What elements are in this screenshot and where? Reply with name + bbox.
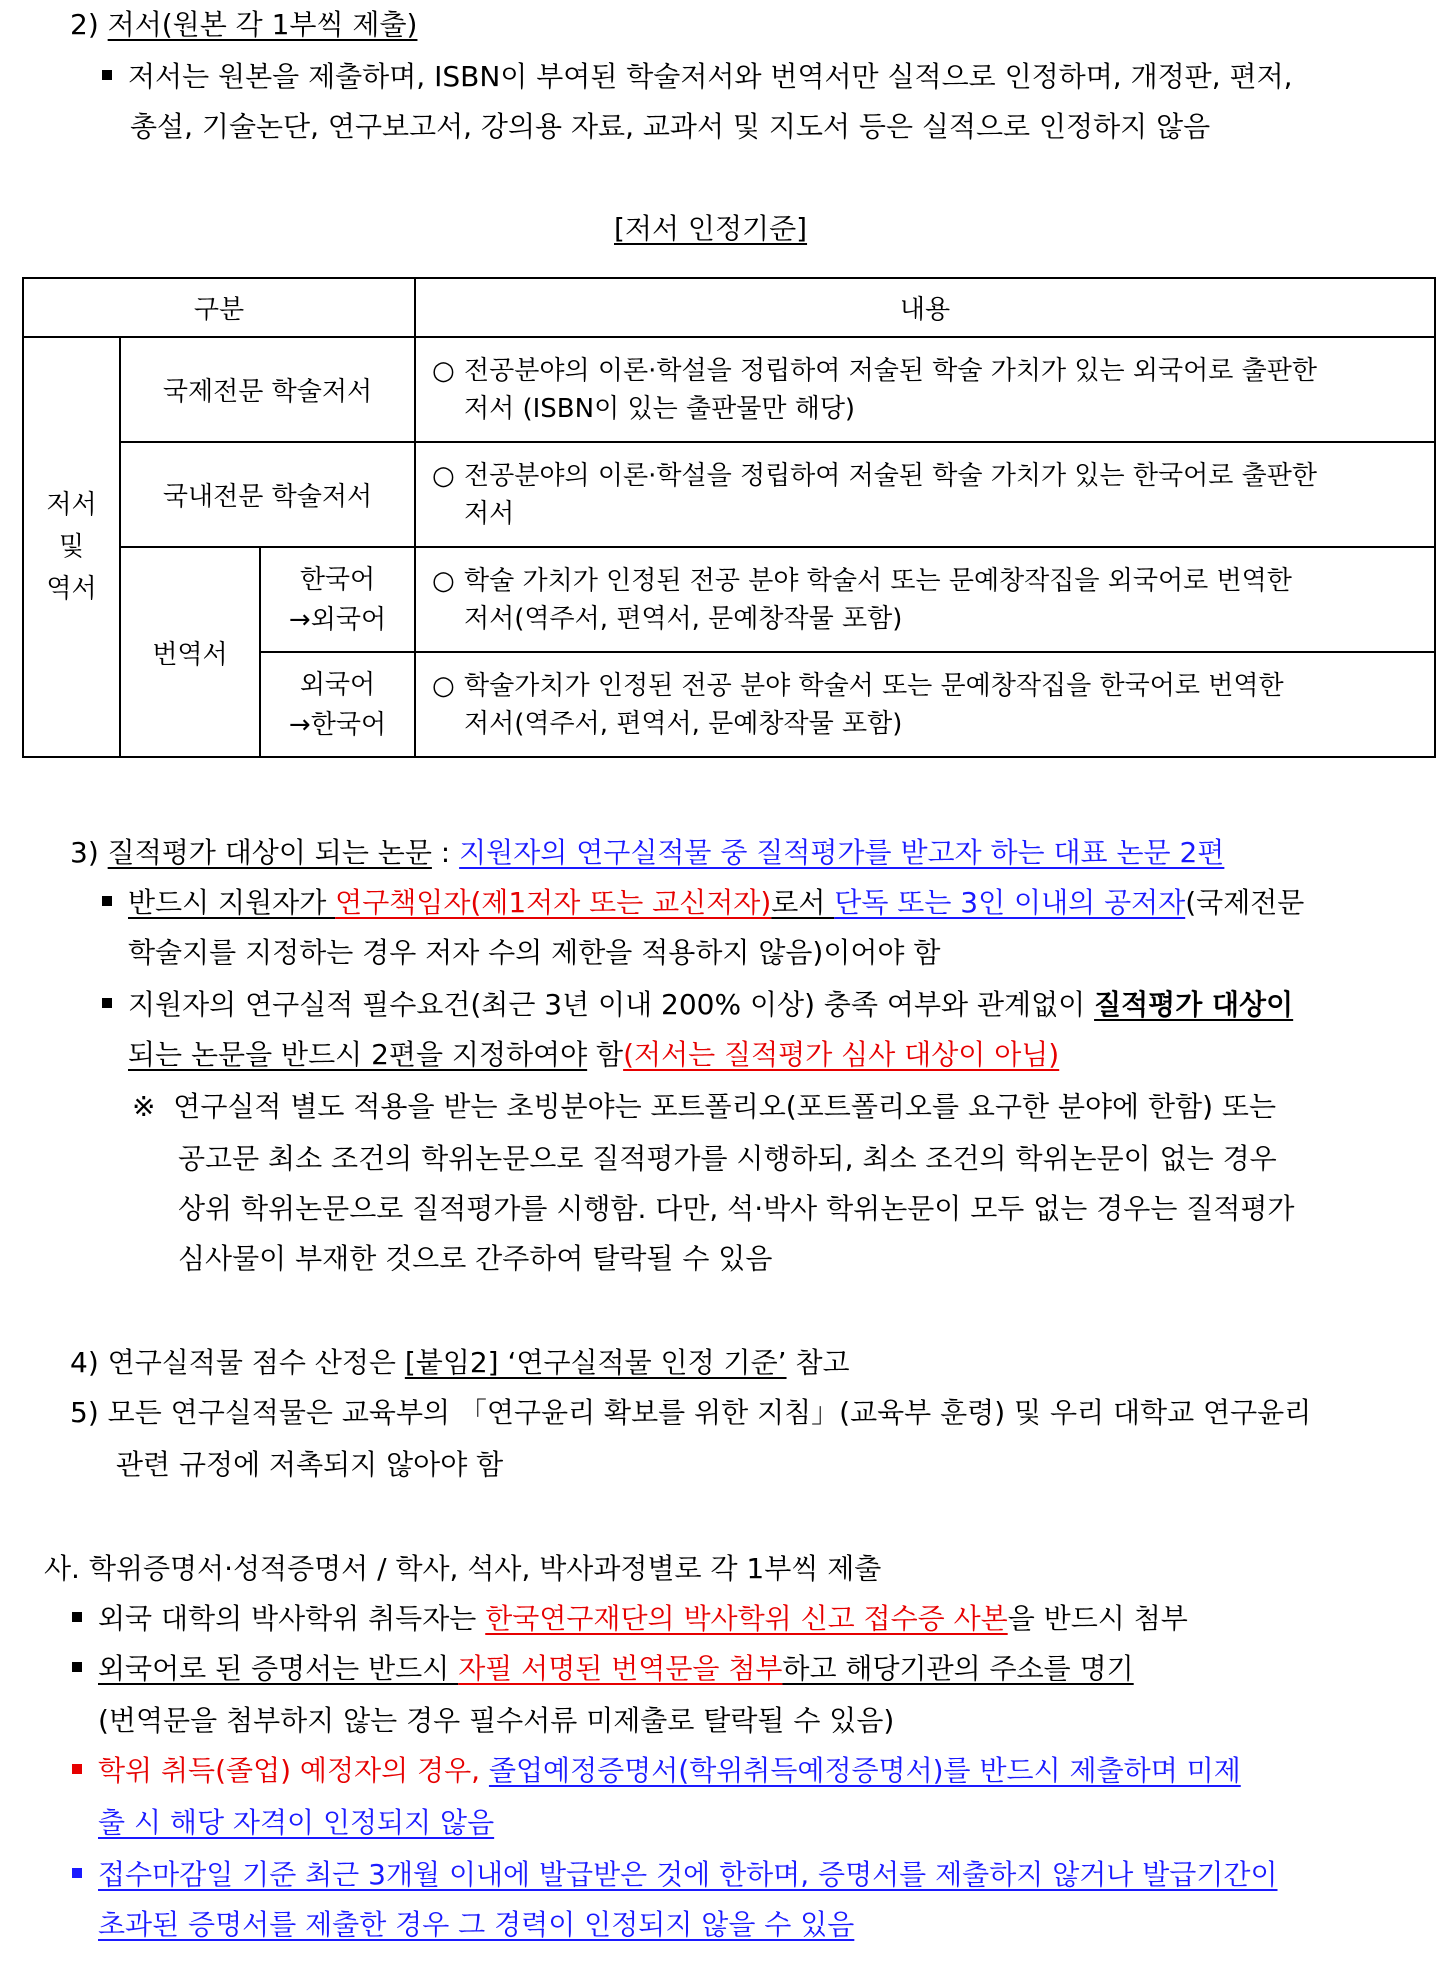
sec3-heading: 3) 질적평가 대상이 되는 논문 : 지원자의 연구실적물 중 질적평가를 받고자 하는 대표 논문 2편 — [70, 836, 1225, 869]
sec-sa-bullet2: 외국어로 된 증명서는 반드시 자필 서명된 번역문을 첨부하고 해당기관의 주소를 명기 — [72, 1650, 1134, 1688]
sec-sa-title: 사. 학위증명서·성적증명서 / 학사, 석사, 박사과정별로 각 1부씩 제출 — [44, 1552, 882, 1585]
row-category: 국제전문 학술저서 — [120, 337, 415, 442]
group-label: 저서 및 역서 — [23, 337, 120, 757]
table-row — [23, 442, 1435, 547]
header-content: 내용 — [415, 278, 1435, 337]
sec3-title: 질적평가 대상이 되는 논문 — [107, 836, 432, 869]
sec-sa-bullet3-line2: 출 시 해당 자격이 인정되지 않음 — [98, 1806, 495, 1839]
row-content: ○ 학술가치가 인정된 전공 분야 학술서 또는 문예창작집을 한국어로 번역한 저서(역주서, 편역서, 문예창작물 포함) — [415, 652, 1435, 757]
table-row — [23, 337, 1435, 442]
row-content: ○ 전공분야의 이론·학설을 정립하여 저술된 학술 가치가 있는 한국어로 출판한 저서 — [415, 442, 1435, 547]
bullet-icon — [102, 70, 112, 80]
sec-sa-bullet2-line2: (번역문을 첨부하지 않는 경우 필수서류 미제출로 탈락될 수 있음) — [98, 1704, 895, 1737]
sec-sa-bullet3: 학위 취득(졸업) 예정자의 경우, 졸업예정증명서(학위취득예정증명서)를 반드시 제출하며 미제 — [72, 1752, 1241, 1790]
bullet-icon — [72, 1612, 82, 1622]
sec2-bullet-line1: 저서는 원본을 제출하며, ISBN이 부여된 학술저서와 번역서만 실적으로 인정하며, 개정판, 편저, — [128, 60, 1293, 93]
sec3-note-line2: 공고문 최소 조건의 학위논문으로 질적평가를 시행하되, 최소 조건의 학위논문이 없는 경우 — [178, 1142, 1277, 1175]
sec5: 5) 모든 연구실적물은 교육부의 「연구윤리 확보를 위한 지침」(교육부 훈령) 및 우리 대학교 연구윤리 — [70, 1396, 1312, 1429]
bullet-icon — [72, 1764, 82, 1774]
sec3-number: 3) — [70, 836, 99, 869]
bullet-icon — [72, 1662, 82, 1672]
circle-mark: ○ — [432, 565, 455, 596]
sec-sa-bullet4-line2: 초과된 증명서를 제출한 경우 그 경력이 인정되지 않을 수 있음 — [98, 1908, 855, 1941]
translation-label: 번역서 — [120, 547, 260, 757]
sec3-bullet2: 지원자의 연구실적 필수요건(최근 3년 이내 200% 이상) 충족 여부와 관계없이 질적평가 대상이 — [102, 986, 1293, 1024]
table-title: [저서 인정기준] — [614, 212, 808, 245]
sec2-heading — [70, 6, 417, 44]
sec4: 4) 연구실적물 점수 산정은 [붙임2] ‘연구실적물 인정 기준’ 참고 — [70, 1346, 850, 1379]
sec3-note-line4: 심사물이 부재한 것으로 간주하여 탈락될 수 있음 — [178, 1242, 773, 1275]
sec2-bullet-line2: 총설, 기술논단, 연구보고서, 강의용 자료, 교과서 및 지도서 등은 실적으로 인정하지 않음 — [130, 110, 1211, 143]
sec3-bullet1-line2: 학술지를 지정하는 경우 저자 수의 제한을 적용하지 않음)이어야 함 — [128, 936, 941, 969]
row-category: 국내전문 학술저서 — [120, 442, 415, 547]
sec-sa-bullet1: 외국 대학의 박사학위 취득자는 한국연구재단의 박사학위 신고 접수증 사본을 반드시 첨부 — [72, 1600, 1188, 1638]
sec3-note: ※ 연구실적 별도 적용을 받는 초빙분야는 포트폴리오(포트폴리오를 요구한 분야에 한함) 또는 — [132, 1090, 1277, 1123]
sec4-reference: [붙임2] ‘연구실적물 인정 기준’ — [404, 1346, 787, 1379]
translation-direction: 외국어 →한국어 — [260, 652, 415, 757]
sec2-bullet — [102, 58, 1422, 96]
sec2-title: 저서(원본 각 1부씩 제출) — [107, 8, 418, 41]
row-content: ○ 학술 가치가 인정된 전공 분야 학술서 또는 문예창작집을 외국어로 번역한 저서(역주서, 편역서, 문예창작물 포함) — [415, 547, 1435, 652]
bullet-icon — [102, 896, 112, 906]
sec3-title-highlight: 지원자의 연구실적물 중 질적평가를 받고자 하는 대표 논문 2편 — [459, 836, 1225, 869]
book-criteria-table — [22, 277, 1436, 758]
sec3-bullet1: 반드시 지원자가 연구책임자(제1저자 또는 교신저자)로서 단독 또는 3인 이내의 공저자(국제전문 — [102, 884, 1304, 922]
circle-mark: ○ — [432, 355, 455, 386]
table-header-row — [23, 278, 1435, 337]
circle-mark: ○ — [432, 670, 455, 701]
translation-direction: 한국어 →외국어 — [260, 547, 415, 652]
table-row — [23, 547, 1435, 652]
sec5-line2: 관련 규정에 저촉되지 않아야 함 — [116, 1448, 504, 1481]
sec3-note-line3: 상위 학위논문으로 질적평가를 시행함. 다만, 석·박사 학위논문이 모두 없는 경우는 질적평가 — [178, 1192, 1295, 1225]
sec2-number: 2) — [70, 8, 99, 41]
sec-sa-bullet4: 접수마감일 기준 최근 3개월 이내에 발급받은 것에 한하며, 증명서를 제출하지 않거나 발급기간이 — [72, 1856, 1278, 1894]
header-category: 구분 — [23, 278, 415, 337]
note-mark: ※ — [132, 1090, 156, 1123]
circle-mark: ○ — [432, 460, 455, 491]
row-content: ○ 전공분야의 이론·학설을 정립하여 저술된 학술 가치가 있는 외국어로 출판한 저서 (ISBN이 있는 출판물만 해당) — [415, 337, 1435, 442]
sec3-bullet2-line2: 되는 논문을 반드시 2편을 지정하여야 함(저서는 질적평가 심사 대상이 아님) — [128, 1038, 1060, 1071]
bullet-icon — [102, 998, 112, 1008]
bullet-icon — [72, 1868, 82, 1878]
